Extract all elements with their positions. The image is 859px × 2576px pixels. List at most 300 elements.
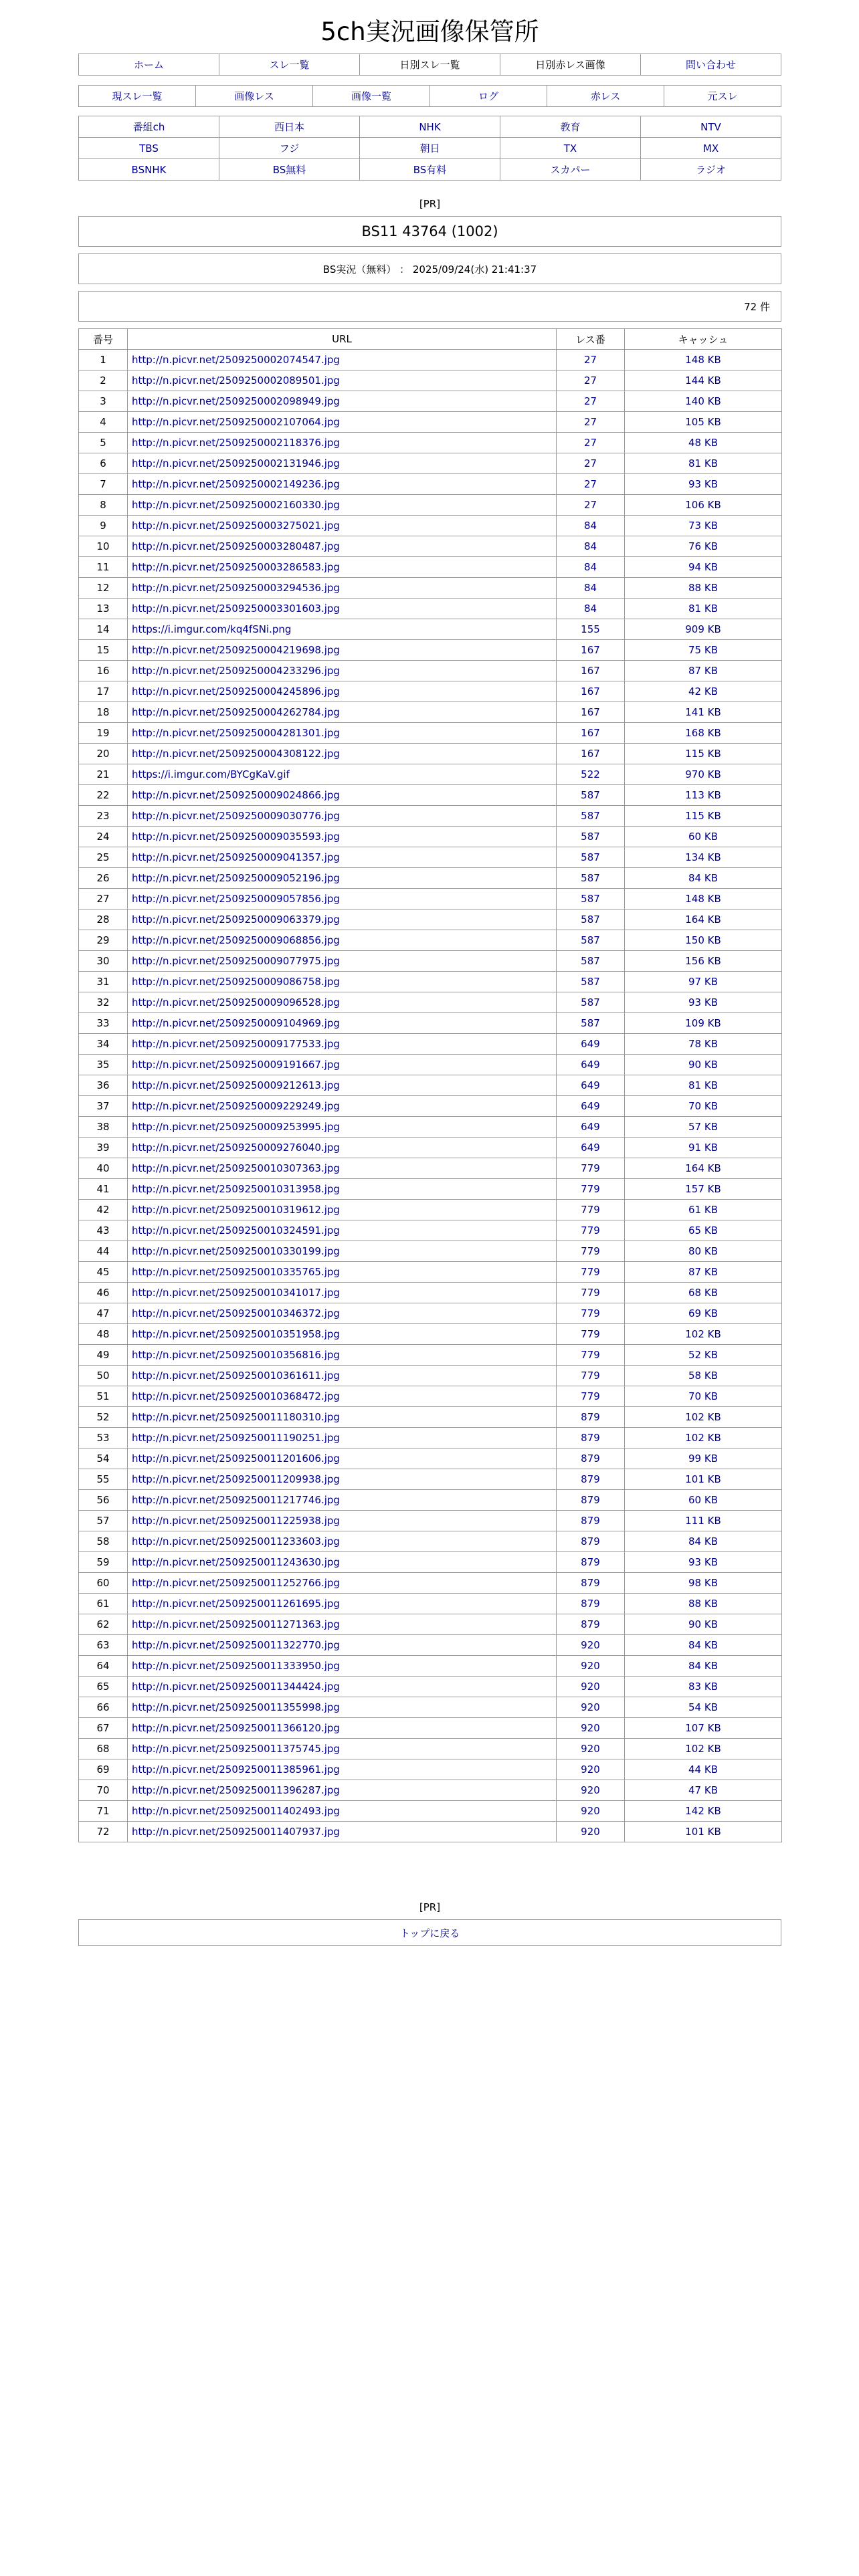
cache-link[interactable]: 81 KB (688, 457, 718, 469)
cache-link[interactable]: 102 KB (685, 1328, 721, 1340)
image-url-link[interactable]: http://n.picvr.net/2509250009191667.jpg (132, 1059, 340, 1071)
image-url-link[interactable]: http://n.picvr.net/2509250011366120.jpg (132, 1722, 340, 1734)
res-number-link[interactable]: 84 (583, 582, 597, 594)
cache-link[interactable]: 111 KB (685, 1515, 721, 1527)
image-url-link[interactable]: http://n.picvr.net/2509250009063379.jpg (132, 914, 340, 926)
res-cell (557, 992, 625, 1013)
cache-link[interactable]: 73 KB (688, 520, 718, 532)
channel-link[interactable]: 教育 (560, 121, 581, 133)
cache-link[interactable]: 93 KB (688, 478, 718, 490)
url-cell (128, 1055, 557, 1075)
cache-link[interactable]: 107 KB (685, 1722, 721, 1734)
cache-link[interactable]: 164 KB (685, 914, 721, 926)
res-number-link[interactable]: 649 (581, 1100, 600, 1112)
res-number-link[interactable]: 587 (581, 914, 600, 926)
res-number-link[interactable]: 27 (583, 395, 597, 407)
cache-link[interactable]: 81 KB (688, 1079, 718, 1091)
thread-nav-item-cell (313, 86, 430, 107)
image-url-link[interactable]: http://n.picvr.net/2509250003280487.jpg (132, 540, 340, 552)
image-url-link[interactable]: http://n.picvr.net/2509250010341017.jpg (132, 1287, 340, 1299)
res-cell (557, 972, 625, 992)
cache-link[interactable]: 164 KB (685, 1162, 721, 1174)
image-url-link[interactable]: http://n.picvr.net/2509250011271363.jpg (132, 1618, 340, 1630)
image-url-link[interactable]: http://n.picvr.net/2509250011217746.jpg (132, 1494, 340, 1506)
image-url-link[interactable]: http://n.picvr.net/2509250011402493.jpg (132, 1805, 340, 1817)
cache-link[interactable]: 84 KB (688, 1660, 718, 1672)
cache-link[interactable]: 101 KB (685, 1473, 721, 1485)
image-url-link[interactable]: http://n.picvr.net/2509250004233296.jpg (132, 665, 340, 677)
image-url-link[interactable]: http://n.picvr.net/2509250009041357.jpg (132, 851, 340, 863)
res-number-link[interactable]: 587 (581, 810, 600, 822)
image-url-link[interactable]: http://n.picvr.net/2509250011190251.jpg (132, 1432, 340, 1444)
res-number-link[interactable]: 84 (583, 520, 597, 532)
cache-link[interactable]: 93 KB (688, 1556, 718, 1568)
cache-cell (625, 909, 782, 930)
image-url-link[interactable]: http://n.picvr.net/2509250004245896.jpg (132, 685, 340, 697)
cache-link[interactable]: 87 KB (688, 665, 718, 677)
res-number-link[interactable]: 587 (581, 872, 600, 884)
cache-link[interactable]: 101 KB (685, 1826, 721, 1838)
cache-link[interactable]: 102 KB (685, 1411, 721, 1423)
url-cell (128, 972, 557, 992)
res-number-link[interactable]: 27 (583, 374, 597, 387)
channel-link[interactable]: 西日本 (274, 121, 304, 133)
url-cell (128, 1407, 557, 1428)
channel-link[interactable]: TBS (139, 142, 159, 154)
image-url-link[interactable]: https://i.imgur.com/BYCgKaV.gif (132, 768, 290, 780)
image-url-link[interactable]: http://n.picvr.net/2509250010307363.jpg (132, 1162, 340, 1174)
cache-link[interactable]: 140 KB (685, 395, 721, 407)
res-number-link[interactable]: 84 (583, 540, 597, 552)
image-url-link[interactable]: https://i.imgur.com/kq4fSNi.png (132, 623, 292, 635)
nav-item[interactable]: 問い合わせ (685, 59, 736, 71)
image-url-link[interactable]: http://n.picvr.net/2509250004308122.jpg (132, 748, 340, 760)
image-url-link[interactable]: http://n.picvr.net/2509250009068856.jpg (132, 934, 340, 946)
res-number-link[interactable]: 779 (581, 1390, 600, 1402)
res-number-link[interactable]: 779 (581, 1183, 600, 1195)
res-number-link[interactable]: 779 (581, 1287, 600, 1299)
row-number: 19 (79, 723, 128, 744)
thread-nav-item[interactable]: 画像一覧 (351, 90, 391, 102)
image-url-link[interactable]: http://n.picvr.net/2509250011252766.jpg (132, 1577, 340, 1589)
cache-link[interactable]: 134 KB (685, 851, 721, 863)
image-url-link[interactable]: http://n.picvr.net/2509250011180310.jpg (132, 1411, 340, 1423)
nav-item[interactable]: スレ一覧 (269, 59, 310, 71)
res-number-link[interactable]: 879 (581, 1494, 600, 1506)
header-cache: キャッシュ (625, 329, 782, 350)
cache-link[interactable]: 42 KB (688, 685, 718, 697)
cache-link[interactable]: 57 KB (688, 1121, 718, 1133)
cache-link[interactable]: 102 KB (685, 1743, 721, 1755)
image-url-link[interactable]: http://n.picvr.net/2509250002149236.jpg (132, 478, 340, 490)
image-url-link[interactable]: http://n.picvr.net/2509250010335765.jpg (132, 1266, 340, 1278)
res-number-link[interactable]: 779 (581, 1349, 600, 1361)
cache-cell (625, 1262, 782, 1283)
res-number-link[interactable]: 587 (581, 996, 600, 1008)
image-url-link[interactable]: http://n.picvr.net/2509250011225938.jpg (132, 1515, 340, 1527)
cache-link[interactable]: 102 KB (685, 1432, 721, 1444)
image-count: 72 件 (744, 300, 770, 313)
image-url-link[interactable]: http://n.picvr.net/2509250009276040.jpg (132, 1142, 340, 1154)
cache-link[interactable]: 83 KB (688, 1681, 718, 1693)
channel-link[interactable]: スカパー (550, 164, 591, 176)
res-number-link[interactable]: 27 (583, 478, 597, 490)
row-number: 14 (79, 619, 128, 640)
res-number-link[interactable]: 587 (581, 789, 600, 801)
cache-link[interactable]: 70 KB (688, 1100, 718, 1112)
cache-link[interactable]: 99 KB (688, 1453, 718, 1465)
cache-link[interactable]: 144 KB (685, 374, 721, 387)
image-url-link[interactable]: http://n.picvr.net/2509250009177533.jpg (132, 1038, 340, 1050)
cache-link[interactable]: 65 KB (688, 1224, 718, 1237)
image-url-link[interactable]: http://n.picvr.net/2509250011385961.jpg (132, 1763, 340, 1776)
image-url-link[interactable]: http://n.picvr.net/2509250009030776.jpg (132, 810, 340, 822)
image-url-link[interactable]: http://n.picvr.net/2509250004262784.jpg (132, 706, 340, 718)
cache-link[interactable]: 115 KB (685, 810, 721, 822)
res-number-link[interactable]: 920 (581, 1701, 600, 1713)
cache-link[interactable]: 909 KB (685, 623, 721, 635)
channel-link[interactable]: フジ (279, 142, 300, 154)
url-cell (128, 827, 557, 847)
url-cell (128, 1656, 557, 1677)
image-url-link[interactable]: http://n.picvr.net/2509250011407937.jpg (132, 1826, 340, 1838)
row-number: 31 (79, 972, 128, 992)
image-url-link[interactable]: http://n.picvr.net/2509250011233603.jpg (132, 1535, 340, 1547)
image-url-link[interactable]: http://n.picvr.net/2509250003294536.jpg (132, 582, 340, 594)
row-number: 37 (79, 1096, 128, 1117)
res-number-link[interactable]: 879 (581, 1577, 600, 1589)
res-number-link[interactable]: 920 (581, 1763, 600, 1776)
thread-nav-item[interactable]: 画像レス (234, 90, 274, 102)
res-number-link[interactable]: 27 (583, 416, 597, 428)
image-url-link[interactable]: http://n.picvr.net/2509250002160330.jpg (132, 499, 340, 511)
image-url-link[interactable]: http://n.picvr.net/2509250011355998.jpg (132, 1701, 340, 1713)
cache-link[interactable]: 88 KB (688, 1598, 718, 1610)
table-row (79, 453, 782, 474)
cache-link[interactable]: 84 KB (688, 1639, 718, 1651)
cache-cell (625, 516, 782, 536)
res-cell (557, 1448, 625, 1469)
cache-link[interactable]: 148 KB (685, 893, 721, 905)
res-number-link[interactable]: 879 (581, 1598, 600, 1610)
cache-cell (625, 453, 782, 474)
res-number-link[interactable]: 27 (583, 457, 597, 469)
res-number-link[interactable]: 779 (581, 1370, 600, 1382)
table-row (79, 412, 782, 433)
table-row (79, 951, 782, 972)
res-number-link[interactable]: 649 (581, 1079, 600, 1091)
cache-link[interactable]: 81 KB (688, 603, 718, 615)
res-number-link[interactable]: 879 (581, 1473, 600, 1485)
cache-link[interactable]: 87 KB (688, 1266, 718, 1278)
image-url-link[interactable]: http://n.picvr.net/2509250003275021.jpg (132, 520, 340, 532)
res-number-link[interactable]: 779 (581, 1224, 600, 1237)
cache-link[interactable]: 76 KB (688, 540, 718, 552)
res-number-link[interactable]: 587 (581, 934, 600, 946)
res-number-link[interactable]: 879 (581, 1411, 600, 1423)
cache-cell (625, 412, 782, 433)
url-cell (128, 1780, 557, 1801)
table-row (79, 516, 782, 536)
cache-link[interactable]: 68 KB (688, 1287, 718, 1299)
image-url-link[interactable]: http://n.picvr.net/2509250004219698.jpg (132, 644, 340, 656)
res-number-link[interactable]: 587 (581, 831, 600, 843)
image-url-link[interactable]: http://n.picvr.net/2509250002074547.jpg (132, 354, 340, 366)
channel-link-cell (79, 116, 219, 138)
res-number-link[interactable]: 779 (581, 1162, 600, 1174)
res-number-link[interactable]: 920 (581, 1722, 600, 1734)
image-url-link[interactable]: http://n.picvr.net/2509250010368472.jpg (132, 1390, 340, 1402)
cache-link[interactable]: 168 KB (685, 727, 721, 739)
image-url-link[interactable]: http://n.picvr.net/2509250009024866.jpg (132, 789, 340, 801)
cache-link[interactable]: 44 KB (688, 1763, 718, 1776)
channel-link[interactable]: BSNHK (131, 163, 167, 176)
image-url-link[interactable]: http://n.picvr.net/2509250009212613.jpg (132, 1079, 340, 1091)
res-number-link[interactable]: 522 (581, 768, 600, 780)
cache-link[interactable]: 60 KB (688, 1494, 718, 1506)
cache-link[interactable]: 70 KB (688, 1390, 718, 1402)
image-url-link[interactable]: http://n.picvr.net/2509250009253995.jpg (132, 1121, 340, 1133)
url-cell (128, 557, 557, 578)
res-number-link[interactable]: 779 (581, 1266, 600, 1278)
res-number-link[interactable]: 779 (581, 1204, 600, 1216)
res-number-link[interactable]: 920 (581, 1681, 600, 1693)
channel-link[interactable]: NHK (419, 120, 441, 133)
nav-item[interactable]: ホーム (133, 59, 164, 71)
image-url-link[interactable]: http://n.picvr.net/2509250002098949.jpg (132, 395, 340, 407)
row-number: 24 (79, 827, 128, 847)
url-cell (128, 578, 557, 599)
cache-link[interactable]: 69 KB (688, 1307, 718, 1319)
res-number-link[interactable]: 649 (581, 1038, 600, 1050)
url-cell (128, 1594, 557, 1614)
image-url-link[interactable]: http://n.picvr.net/2509250009104969.jpg (132, 1017, 340, 1029)
table-row (79, 723, 782, 744)
res-cell (557, 1822, 625, 1842)
res-number-link[interactable]: 155 (581, 623, 600, 635)
res-number-link[interactable]: 649 (581, 1142, 600, 1154)
cache-link[interactable]: 105 KB (685, 416, 721, 428)
cache-link[interactable]: 90 KB (688, 1059, 718, 1071)
cache-link[interactable]: 113 KB (685, 789, 721, 801)
res-number-link[interactable]: 84 (583, 603, 597, 615)
image-url-link[interactable]: http://n.picvr.net/2509250010356816.jpg (132, 1349, 340, 1361)
res-number-link[interactable]: 167 (581, 665, 600, 677)
thread-nav-item[interactable]: ログ (478, 90, 498, 102)
table-row (79, 1428, 782, 1448)
cache-link[interactable]: 141 KB (685, 706, 721, 718)
channel-link[interactable]: TX (563, 142, 577, 154)
image-url-link[interactable]: http://n.picvr.net/2509250004281301.jpg (132, 727, 340, 739)
cache-cell (625, 1469, 782, 1490)
res-number-link[interactable]: 587 (581, 851, 600, 863)
image-url-link[interactable]: http://n.picvr.net/2509250011344424.jpg (132, 1681, 340, 1693)
cache-link[interactable]: 90 KB (688, 1618, 718, 1630)
cache-link[interactable]: 156 KB (685, 955, 721, 967)
cache-link[interactable]: 61 KB (688, 1204, 718, 1216)
res-number-link[interactable]: 84 (583, 561, 597, 573)
res-number-link[interactable]: 587 (581, 955, 600, 967)
res-number-link[interactable]: 27 (583, 499, 597, 511)
res-number-link[interactable]: 920 (581, 1805, 600, 1817)
table-row (79, 1096, 782, 1117)
res-cell (557, 1801, 625, 1822)
res-number-link[interactable]: 27 (583, 354, 597, 366)
url-cell (128, 661, 557, 681)
image-url-link[interactable]: http://n.picvr.net/2509250010330199.jpg (132, 1245, 340, 1257)
image-url-link[interactable]: http://n.picvr.net/2509250011201606.jpg (132, 1453, 340, 1465)
url-cell (128, 1759, 557, 1780)
channel-link[interactable]: 朝日 (419, 142, 440, 154)
res-number-link[interactable]: 920 (581, 1660, 600, 1672)
res-number-link[interactable]: 879 (581, 1618, 600, 1630)
res-number-link[interactable]: 779 (581, 1245, 600, 1257)
image-url-link[interactable]: http://n.picvr.net/2509250011375745.jpg (132, 1743, 340, 1755)
image-url-link[interactable]: http://n.picvr.net/2509250002118376.jpg (132, 437, 340, 449)
image-url-link[interactable]: http://n.picvr.net/2509250010324591.jpg (132, 1224, 340, 1237)
row-number: 65 (79, 1677, 128, 1697)
image-url-link[interactable]: http://n.picvr.net/2509250010313958.jpg (132, 1183, 340, 1195)
cache-link[interactable]: 91 KB (688, 1142, 718, 1154)
url-cell (128, 951, 557, 972)
image-url-link[interactable]: http://n.picvr.net/2509250011209938.jpg (132, 1473, 340, 1485)
url-cell (128, 1096, 557, 1117)
res-number-link[interactable]: 167 (581, 706, 600, 718)
res-number-link[interactable]: 879 (581, 1432, 600, 1444)
res-number-link[interactable]: 167 (581, 685, 600, 697)
cache-link[interactable]: 52 KB (688, 1349, 718, 1361)
cache-link[interactable]: 109 KB (685, 1017, 721, 1029)
image-url-link[interactable]: http://n.picvr.net/2509250011261695.jpg (132, 1598, 340, 1610)
row-number: 35 (79, 1055, 128, 1075)
image-url-link[interactable]: http://n.picvr.net/2509250009077975.jpg (132, 955, 340, 967)
cache-link[interactable]: 75 KB (688, 644, 718, 656)
image-url-link[interactable]: http://n.picvr.net/2509250011243630.jpg (132, 1556, 340, 1568)
table-row (79, 1179, 782, 1200)
back-to-top-link[interactable]: トップに戻る (399, 1927, 460, 1939)
url-cell (128, 744, 557, 764)
image-url-link[interactable]: http://n.picvr.net/2509250002089501.jpg (132, 374, 340, 387)
image-url-link[interactable]: http://n.picvr.net/2509250010351958.jpg (132, 1328, 340, 1340)
res-number-link[interactable]: 920 (581, 1639, 600, 1651)
count-box (78, 291, 781, 322)
image-url-link[interactable]: http://n.picvr.net/2509250009052196.jpg (132, 872, 340, 884)
res-number-link[interactable]: 779 (581, 1307, 600, 1319)
thread-nav-item[interactable]: 赤レス (590, 90, 621, 102)
cache-link[interactable]: 58 KB (688, 1370, 718, 1382)
image-url-link[interactable]: http://n.picvr.net/2509250002131946.jpg (132, 457, 340, 469)
cache-link[interactable]: 84 KB (688, 872, 718, 884)
image-url-link[interactable]: http://n.picvr.net/2509250011333950.jpg (132, 1660, 340, 1672)
res-number-link[interactable]: 587 (581, 893, 600, 905)
cache-link[interactable]: 60 KB (688, 831, 718, 843)
cache-link[interactable]: 150 KB (685, 934, 721, 946)
row-number: 69 (79, 1759, 128, 1780)
image-url-link[interactable]: http://n.picvr.net/2509250002107064.jpg (132, 416, 340, 428)
cache-link[interactable]: 54 KB (688, 1701, 718, 1713)
res-number-link[interactable]: 649 (581, 1059, 600, 1071)
image-url-link[interactable]: http://n.picvr.net/2509250009057856.jpg (132, 893, 340, 905)
cache-link[interactable]: 97 KB (688, 976, 718, 988)
cache-cell (625, 1780, 782, 1801)
cache-link[interactable]: 84 KB (688, 1535, 718, 1547)
res-number-link[interactable]: 879 (581, 1535, 600, 1547)
res-number-link[interactable]: 920 (581, 1826, 600, 1838)
res-cell (557, 1055, 625, 1075)
res-number-link[interactable]: 920 (581, 1743, 600, 1755)
res-number-link[interactable]: 27 (583, 437, 597, 449)
cache-link[interactable]: 48 KB (688, 437, 718, 449)
image-url-link[interactable]: http://n.picvr.net/2509250009096528.jpg (132, 996, 340, 1008)
image-url-link[interactable]: http://n.picvr.net/2509250003301603.jpg (132, 603, 340, 615)
channel-link[interactable]: BS有料 (413, 164, 447, 176)
cache-link[interactable]: 88 KB (688, 582, 718, 594)
image-url-link[interactable]: http://n.picvr.net/2509250003286583.jpg (132, 561, 340, 573)
channel-link[interactable]: ラジオ (695, 164, 726, 176)
cache-link[interactable]: 98 KB (688, 1577, 718, 1589)
res-number-link[interactable]: 879 (581, 1556, 600, 1568)
res-number-link[interactable]: 167 (581, 748, 600, 760)
cache-cell (625, 640, 782, 661)
url-cell (128, 868, 557, 889)
cache-link[interactable]: 970 KB (685, 768, 721, 780)
cache-link[interactable]: 80 KB (688, 1245, 718, 1257)
image-url-link[interactable]: http://n.picvr.net/2509250011396287.jpg (132, 1784, 340, 1796)
res-number-link[interactable]: 167 (581, 644, 600, 656)
cache-link[interactable]: 106 KB (685, 499, 721, 511)
table-row (79, 1303, 782, 1324)
row-number: 56 (79, 1490, 128, 1511)
row-number: 17 (79, 681, 128, 702)
cache-link[interactable]: 93 KB (688, 996, 718, 1008)
res-cell (557, 930, 625, 951)
image-url-link[interactable]: http://n.picvr.net/2509250009035593.jpg (132, 831, 340, 843)
cache-link[interactable]: 157 KB (685, 1183, 721, 1195)
cache-link[interactable]: 148 KB (685, 354, 721, 366)
cache-link[interactable]: 142 KB (685, 1805, 721, 1817)
image-url-link[interactable]: http://n.picvr.net/2509250009229249.jpg (132, 1100, 340, 1112)
image-url-link[interactable]: http://n.picvr.net/2509250010361611.jpg (132, 1370, 340, 1382)
channel-link[interactable]: MX (702, 142, 719, 154)
channel-link[interactable]: BS無料 (272, 164, 306, 176)
image-url-link[interactable]: http://n.picvr.net/2509250010319612.jpg (132, 1204, 340, 1216)
cache-link[interactable]: 115 KB (685, 748, 721, 760)
thread-nav-item[interactable]: 元スレ (707, 90, 738, 102)
res-number-link[interactable]: 879 (581, 1515, 600, 1527)
res-number-link[interactable]: 587 (581, 976, 600, 988)
channel-link[interactable]: NTV (700, 120, 721, 133)
row-number: 9 (79, 516, 128, 536)
cache-link[interactable]: 47 KB (688, 1784, 718, 1796)
image-url-link[interactable]: http://n.picvr.net/2509250010346372.jpg (132, 1307, 340, 1319)
res-number-link[interactable]: 649 (581, 1121, 600, 1133)
table-row (79, 391, 782, 412)
res-number-link[interactable]: 879 (581, 1453, 600, 1465)
header-res: レス番 (557, 329, 625, 350)
image-url-link[interactable]: http://n.picvr.net/2509250011322770.jpg (132, 1639, 340, 1651)
cache-link[interactable]: 78 KB (688, 1038, 718, 1050)
thread-nav-item[interactable]: 現スレ一覧 (112, 90, 163, 102)
channel-link[interactable]: 番組ch (132, 121, 165, 133)
image-url-link[interactable]: http://n.picvr.net/2509250009086758.jpg (132, 976, 340, 988)
res-number-link[interactable]: 167 (581, 727, 600, 739)
res-number-link[interactable]: 779 (581, 1328, 600, 1340)
thread-nav-item-cell (664, 86, 781, 107)
cache-link[interactable]: 94 KB (688, 561, 718, 573)
res-number-link[interactable]: 920 (581, 1784, 600, 1796)
row-number: 45 (79, 1262, 128, 1283)
res-number-link[interactable]: 587 (581, 1017, 600, 1029)
